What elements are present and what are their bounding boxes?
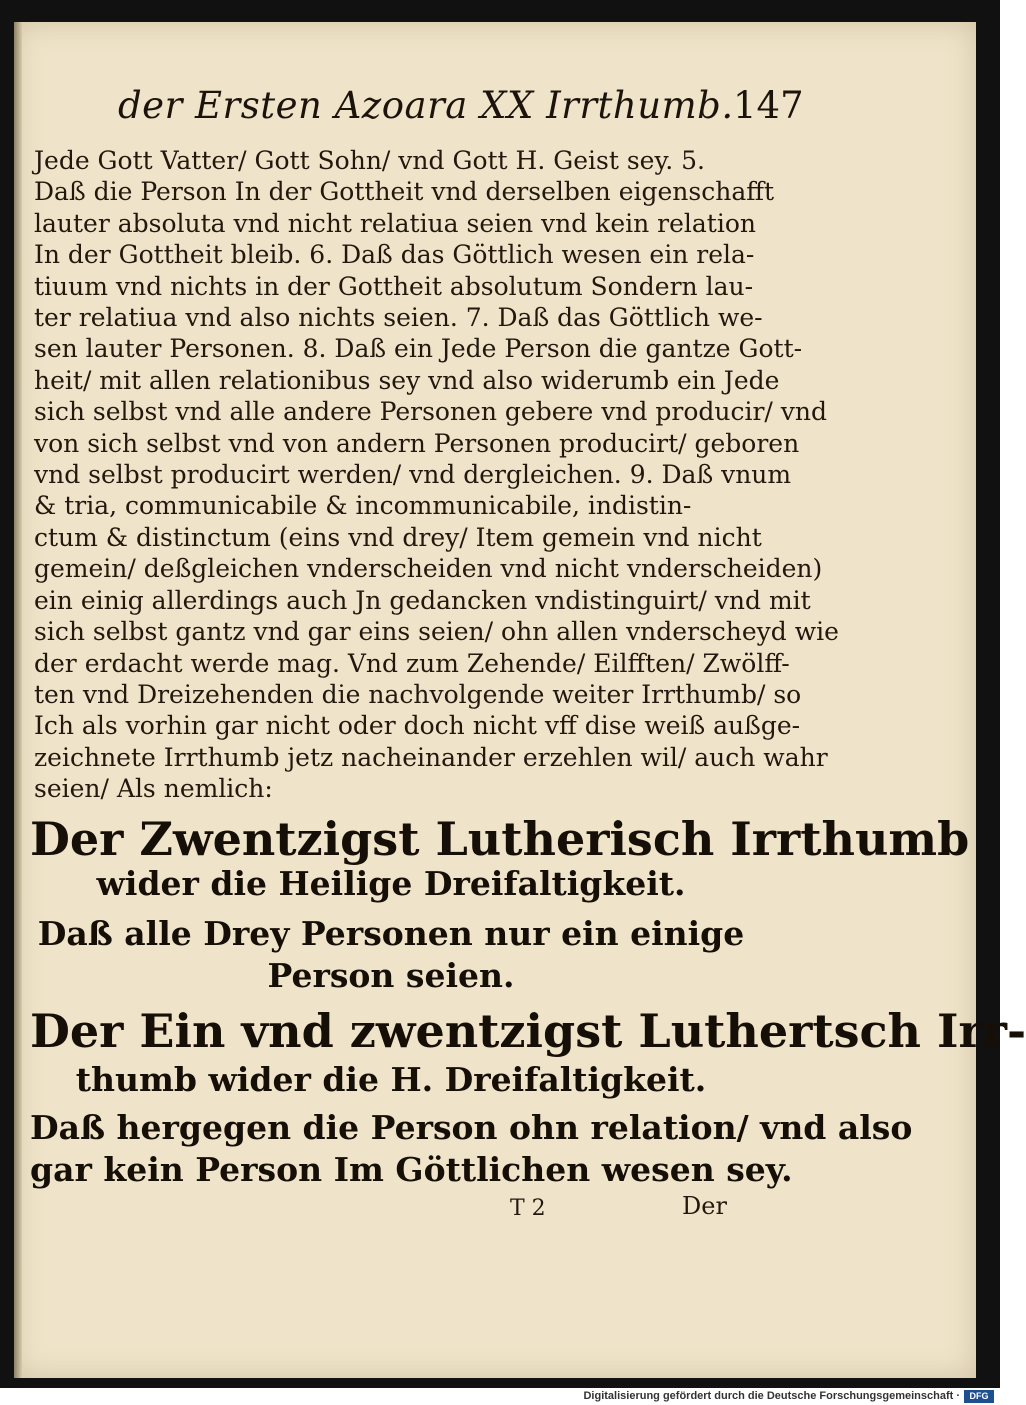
text-line: vnd selbst producirt werden/ vnd dergleichen. 9. Daß vnum xyxy=(34,460,792,490)
text-line: In der Gottheit bleib. 6. Daß das Göttlich wesen ein rela- xyxy=(34,240,755,270)
page-edge-shadow xyxy=(14,22,22,1378)
page-number: 147 xyxy=(733,84,804,127)
text-line: seien/ Als nemlich: xyxy=(34,774,273,804)
text-line: sich selbst vnd alle andere Personen gebere vnd producir/ vnd xyxy=(34,397,828,427)
running-title: der Ersten Azoara XX Irrthumb. xyxy=(118,84,734,127)
text-line: ein einig allerdings auch Jn gedancken vndistinguirt/ vnd mit xyxy=(34,585,811,615)
text-line: zeichnete Irrthumb jetz nacheinander erzehlen wil/ auch wahr xyxy=(34,742,828,772)
text-line: sich selbst gantz vnd gar eins seien/ ohn allen vnderscheyd wie xyxy=(34,617,839,647)
heading-error-20-thesis-line-1: Daß alle Drey Personen nur ein einige xyxy=(37,914,745,953)
heading-error-20-subtitle: wider die Heilige Dreifaltigkeit. xyxy=(96,864,686,903)
text-line: ten vnd Dreizehenden die nachvolgende weiter Irrthumb/ so xyxy=(34,679,802,709)
dfg-logo: DFG xyxy=(964,1390,994,1403)
body-text xyxy=(34,145,839,805)
text-line: der erdacht werde mag. Vnd zum Zehende/ Eilfften/ Zwölff- xyxy=(34,648,790,678)
heading-error-20-thesis-line-2: Person seien. xyxy=(267,956,515,995)
heading-error-21-title: Der Ein vnd zwentzigst Luthertsch Irr- xyxy=(30,1004,1026,1058)
text-line: heit/ mit allen relationibus sey vnd also widerumb ein Jede xyxy=(34,365,780,395)
footer-credit: Digitalisierung gefördert durch die Deutsche Forschungsgemeinschaft · xyxy=(583,1390,960,1402)
text-line: & tria, communicabile & incommunicabile, indistin- xyxy=(34,491,692,521)
text-line: Ich als vorhin gar nicht oder doch nicht vff dise weiß außge- xyxy=(34,711,801,741)
text-line: Daß die Person In der Gottheit vnd derselben eigenschafft xyxy=(34,177,775,207)
catchword: Der xyxy=(682,1192,727,1220)
text-line: sen lauter Personen. 8. Daß ein Jede Person die gantze Gott- xyxy=(34,334,803,364)
text-line: von sich selbst vnd von andern Personen producirt/ geboren xyxy=(34,428,800,458)
footer-bar xyxy=(0,1389,1000,1405)
text-line: ter relatiua vnd also nichts seien. 7. Daß das Göttlich we- xyxy=(34,303,763,333)
signature-mark: T 2 xyxy=(510,1196,546,1221)
heading-error-21-thesis-line-2: gar kein Person Im Göttlichen wesen sey. xyxy=(30,1150,793,1189)
heading-error-21-thesis-line-1: Daß hergegen die Person ohn relation/ vnd also xyxy=(30,1108,913,1147)
heading-error-21-subtitle: thumb wider die H. Dreifaltigkeit. xyxy=(75,1060,707,1099)
heading-error-20-title: Der Zwentzigst Lutherisch Irrthumb xyxy=(30,812,970,866)
text-line: gemein/ deßgleichen vnderscheiden vnd nicht vnderscheiden) xyxy=(34,554,823,584)
text-line: ctum & distinctum (eins vnd drey/ Item gemein vnd nicht xyxy=(34,522,762,552)
text-line: lauter absoluta vnd nicht relatiua seien vnd kein relation xyxy=(34,208,756,238)
text-line: tiuum vnd nichts in der Gottheit absolutum Sondern lau- xyxy=(34,271,754,301)
text-line: Jede Gott Vatter/ Gott Sohn/ vnd Gott H. Geist sey. 5. xyxy=(34,146,705,175)
